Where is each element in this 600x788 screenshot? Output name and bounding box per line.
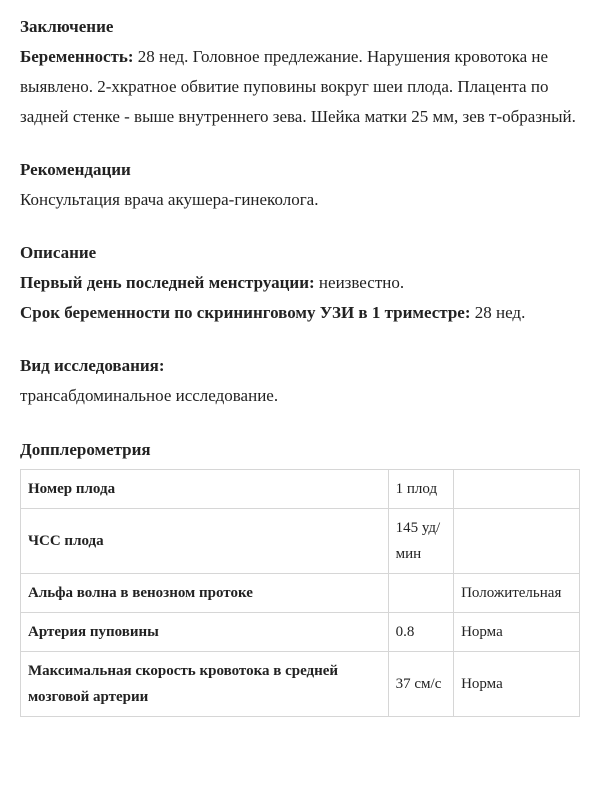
conclusion-heading: Заключение xyxy=(20,17,114,36)
param-cell: Артерия пуповины xyxy=(21,613,389,652)
table-row xyxy=(21,652,580,717)
lmp-value: неизвестно. xyxy=(314,273,405,292)
doppler-section xyxy=(20,435,580,717)
value-cell: 1 плод xyxy=(388,470,453,509)
result-cell xyxy=(454,509,580,574)
param-cell: Номер плода xyxy=(21,470,389,509)
table-row xyxy=(21,509,580,574)
ga-value: 28 нед. xyxy=(470,303,526,322)
conclusion-section xyxy=(20,12,580,132)
param-cell: ЧСС плода xyxy=(21,509,389,574)
ga-label: Срок беременности по скрининговому УЗИ в 1 триместре: xyxy=(20,303,471,322)
pregnancy-paragraph xyxy=(20,42,580,132)
recommendations-heading: Рекомендации xyxy=(20,160,131,179)
doppler-heading: Допплерометрия xyxy=(20,440,151,459)
recommendations-text: Консультация врача акушера-гинеколога. xyxy=(20,190,319,209)
table-row xyxy=(21,613,580,652)
value-cell: 37 см/с xyxy=(388,652,453,717)
value-cell xyxy=(388,574,453,613)
description-section xyxy=(20,238,580,328)
lmp-paragraph xyxy=(20,268,580,298)
result-cell xyxy=(454,470,580,509)
param-cell: Максимальная скорость кровотока в средней мозговой артерии xyxy=(21,652,389,717)
value-cell: 145 уд/мин xyxy=(388,509,453,574)
result-cell: Положительная xyxy=(454,574,580,613)
param-cell: Альфа волна в венозном протоке xyxy=(21,574,389,613)
result-cell: Норма xyxy=(454,652,580,717)
doppler-table xyxy=(20,469,580,717)
exam-type-heading: Вид исследования: xyxy=(20,356,165,375)
recommendations-section xyxy=(20,155,580,215)
description-heading: Описание xyxy=(20,243,97,262)
table-row xyxy=(21,574,580,613)
result-cell: Норма xyxy=(454,613,580,652)
exam-type-text: трансабдоминальное исследование. xyxy=(20,386,279,405)
lmp-label: Первый день последней менструации: xyxy=(20,273,315,292)
ga-paragraph xyxy=(20,298,580,328)
pregnancy-label: Беременность: xyxy=(20,47,134,66)
value-cell: 0.8 xyxy=(388,613,453,652)
table-row xyxy=(21,470,580,509)
pregnancy-text: 28 нед. Головное предлежание. Нарушения кровотока не выявлено. 2-хкратное обвитие пуповины вокруг шеи плода. Плацента по задней стенке - выше внутреннего зева. Шейка матки 25 мм, зев т-образный. xyxy=(20,47,576,126)
exam-type-section xyxy=(20,351,580,411)
